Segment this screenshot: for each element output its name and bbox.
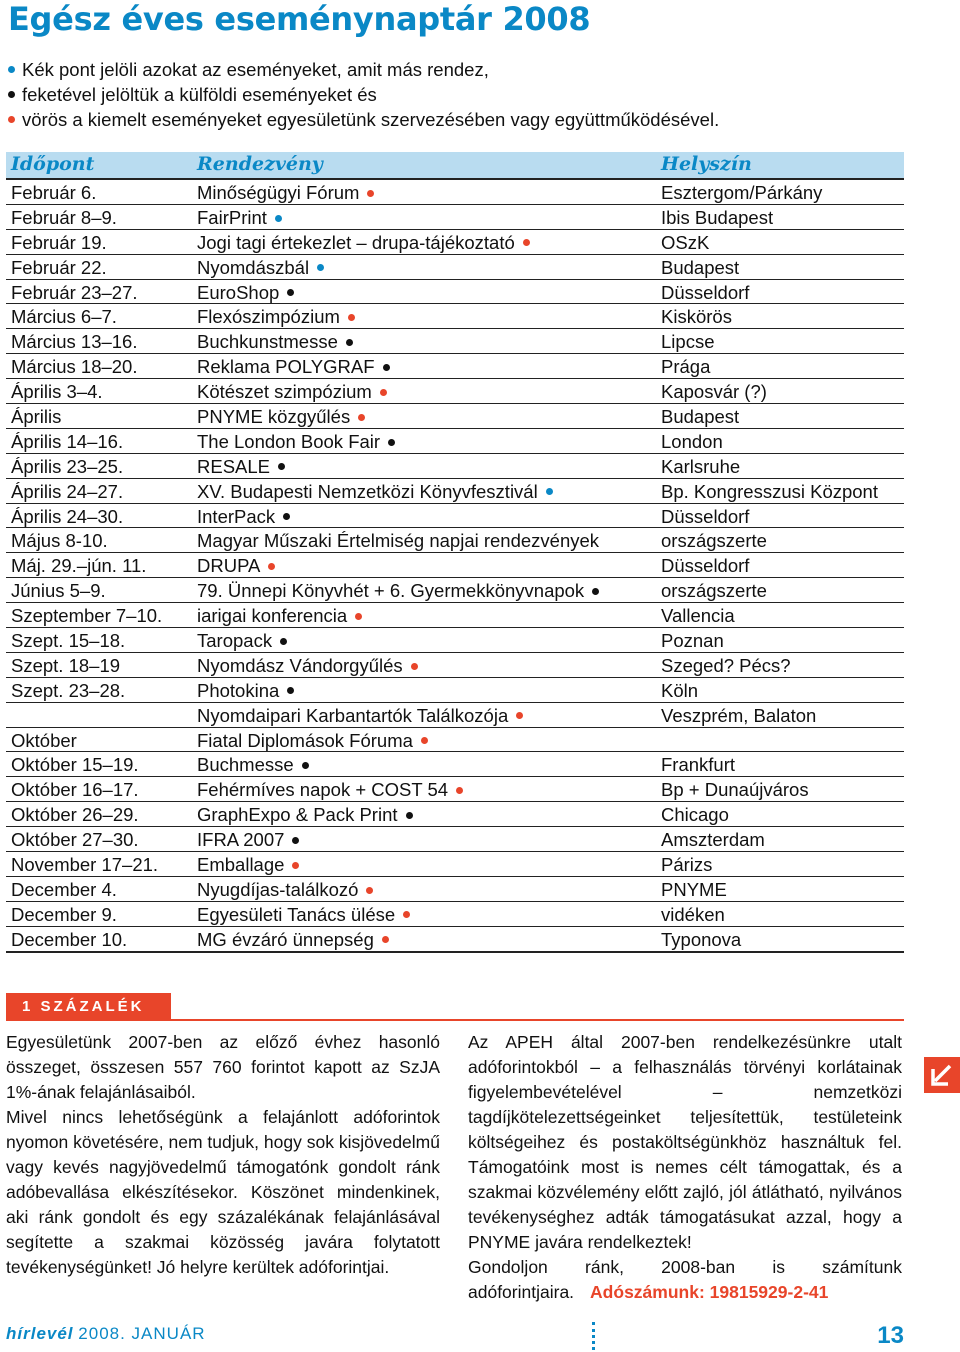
event-date: Április 23–25. bbox=[11, 455, 124, 477]
table-body bbox=[6, 180, 904, 952]
event-date: Március 6–7. bbox=[11, 306, 117, 328]
red-dot-icon bbox=[292, 862, 299, 869]
event-cell bbox=[197, 679, 294, 703]
event-cell bbox=[197, 330, 353, 354]
event-location: OSzK bbox=[661, 231, 710, 253]
event-name: The London Book Fair bbox=[197, 430, 381, 452]
right-column bbox=[468, 1030, 902, 1305]
event-cell bbox=[197, 181, 374, 205]
red-dot-icon bbox=[523, 239, 530, 246]
event-name: EuroShop bbox=[197, 281, 280, 303]
table-row bbox=[6, 528, 904, 553]
arrow-down-left-icon bbox=[924, 1057, 960, 1093]
black-dot-icon bbox=[302, 762, 309, 769]
event-date: Február 23–27. bbox=[11, 281, 138, 303]
red-dot-icon bbox=[411, 663, 418, 670]
legend-text: vörös a kiemelt eseményeket egyesületünk szervezésében vagy együttműködésével. bbox=[22, 109, 720, 130]
black-dot-icon bbox=[280, 638, 287, 645]
event-date: Március 18–20. bbox=[11, 356, 138, 378]
red-dot-icon bbox=[358, 414, 365, 421]
event-date: Április 24–30. bbox=[11, 505, 124, 527]
event-cell bbox=[197, 654, 418, 678]
event-location: Chicago bbox=[661, 804, 729, 826]
footer bbox=[6, 1322, 904, 1352]
table-row bbox=[6, 379, 904, 404]
event-location: vidéken bbox=[661, 903, 725, 925]
event-cell bbox=[197, 305, 355, 329]
event-name: PNYME közgyűlés bbox=[197, 406, 351, 428]
event-cell bbox=[197, 281, 294, 305]
event-date: Szept. 18–19 bbox=[11, 654, 121, 676]
table-row bbox=[6, 504, 904, 529]
event-name: Fehérmíves napok + COST 54 bbox=[197, 779, 449, 801]
event-location: Esztergom/Párkány bbox=[661, 182, 823, 203]
event-cell bbox=[197, 803, 413, 827]
event-name: Reklama POLYGRAF bbox=[197, 356, 375, 378]
event-date: Szept. 23–28. bbox=[11, 679, 126, 701]
table-row bbox=[6, 852, 904, 877]
event-date: Szeptember 7–10. bbox=[11, 605, 163, 627]
event-name: Buchmesse bbox=[197, 754, 294, 776]
table-row bbox=[6, 728, 904, 753]
black-dot-icon bbox=[346, 339, 353, 346]
event-cell bbox=[197, 455, 285, 479]
red-dot-icon bbox=[367, 190, 374, 197]
event-date: Április 14–16. bbox=[11, 430, 124, 452]
event-date: Október 15–19. bbox=[11, 754, 139, 776]
table-row bbox=[6, 553, 904, 578]
legend-item-black bbox=[8, 82, 719, 107]
black-dot-icon bbox=[383, 364, 390, 371]
event-location: Prága bbox=[661, 356, 711, 378]
event-name: iarigai konferencia bbox=[197, 605, 348, 627]
event-name: Minőségügyi Fórum bbox=[197, 182, 360, 203]
paragraph: Mivel nincs lehetőségünk a felajánlott adóforintok nyomon követésére, nem tudjuk, hogy sok kisjövedelmű vagy kevés nagyjövedelmű támogatónk gondolt ránk adóbevallása elkészítésekor. Köszönet mindenkinek, aki ránk gondolt és egy százalékának felajánlásával segítette a szakmai közösség javára folytatott tevékenységünket! Jó helyre kerültek adóforintjai. bbox=[6, 1107, 440, 1277]
black-dot-icon bbox=[406, 812, 413, 819]
event-cell bbox=[197, 853, 299, 877]
event-location: Kaposvár (?) bbox=[661, 381, 767, 403]
header-event: Rendezvény bbox=[197, 153, 323, 175]
event-date: Február 6. bbox=[11, 182, 97, 203]
event-location: Typonova bbox=[661, 928, 742, 950]
event-cell bbox=[197, 505, 290, 529]
table-row bbox=[6, 653, 904, 678]
blue-dot-icon bbox=[317, 264, 324, 271]
event-date: Április 24–27. bbox=[11, 480, 124, 502]
event-cell bbox=[197, 231, 530, 255]
event-date: Október 27–30. bbox=[11, 829, 139, 851]
event-date: December 10. bbox=[11, 928, 128, 950]
event-name: Buchkunstmesse bbox=[197, 331, 338, 353]
table-row bbox=[6, 230, 904, 255]
table-row bbox=[6, 180, 904, 205]
event-name: Nyomdász Vándorgyűlés bbox=[197, 654, 403, 676]
event-location: Düsseldorf bbox=[661, 505, 750, 527]
event-date: Október bbox=[11, 729, 77, 751]
event-location: Poznan bbox=[661, 630, 724, 652]
event-date: December 4. bbox=[11, 878, 117, 900]
event-location: országszerte bbox=[661, 530, 767, 552]
event-name: Fiatal Diplomások Fóruma bbox=[197, 729, 413, 751]
paragraph: Egyesületünk 2007-ben az előző évhez hasonló összeget, összesen 557 760 forintot kapott az SzJA 1%-ának felajánlásaiból. bbox=[6, 1032, 440, 1102]
event-cell bbox=[197, 405, 365, 429]
event-location: Kiskörös bbox=[661, 306, 732, 328]
event-name: Taropack bbox=[197, 630, 273, 652]
red-dot-icon bbox=[268, 563, 275, 570]
event-name: Nyomdaipari Karbantartók Találkozója bbox=[197, 704, 509, 726]
event-cell bbox=[197, 480, 553, 504]
event-date: Október 16–17. bbox=[11, 779, 139, 801]
paragraph: Az APEH által 2007-ben rendelkezésünkre utalt adóforintokból – a felhasználás törvényi korlátainak figyelembevételével – nemzetközi tagdíjkötelezettségeinket teljesítettük, testületeink költségeihez és postaköltségünkhöz használtuk fel. Támogatóink most is nemes célt támogattak, és a szakmai közvélemény előtt zajló, jól átlátható, nyilvános tevékenységhez adták támogatásukat azzal, hogy a PNYME javára rendelkeztek! bbox=[468, 1032, 902, 1252]
legend bbox=[8, 57, 719, 132]
event-cell bbox=[197, 579, 599, 603]
legend-item-red bbox=[8, 107, 719, 132]
event-date: Április bbox=[11, 406, 62, 428]
black-dot-icon bbox=[278, 463, 285, 470]
event-cell bbox=[197, 729, 428, 753]
black-dot-icon bbox=[592, 588, 599, 595]
red-dot-icon bbox=[456, 787, 463, 794]
table-row bbox=[6, 827, 904, 852]
header-date: Időpont bbox=[11, 153, 95, 175]
event-location: Budapest bbox=[661, 406, 740, 428]
table-row bbox=[6, 678, 904, 703]
event-name: Flexószimpózium bbox=[197, 306, 340, 328]
event-name: Nyomdászbál bbox=[197, 256, 310, 278]
event-date: Április 3–4. bbox=[11, 381, 103, 403]
closing-text: Gondoljon ránk, 2008-ban is számítunk adóforintjaira. bbox=[468, 1257, 902, 1302]
event-location: Düsseldorf bbox=[661, 555, 750, 577]
event-location: Vallencia bbox=[661, 605, 735, 627]
legend-item-blue bbox=[8, 57, 719, 82]
event-cell bbox=[197, 256, 324, 280]
closing-paragraph bbox=[468, 1255, 902, 1305]
event-name: Nyugdíjas-találkozó bbox=[197, 878, 359, 900]
masthead bbox=[6, 1324, 206, 1344]
event-location: Ibis Budapest bbox=[661, 206, 774, 228]
red-dot-icon bbox=[366, 887, 373, 894]
table-row bbox=[6, 354, 904, 379]
event-location: Karlsruhe bbox=[661, 455, 741, 477]
red-dot-icon bbox=[348, 314, 355, 321]
black-dot-icon bbox=[8, 91, 15, 98]
page-number: 13 bbox=[877, 1322, 904, 1349]
table-row bbox=[6, 280, 904, 305]
table-row bbox=[6, 404, 904, 429]
event-cell bbox=[197, 629, 287, 653]
event-cell bbox=[197, 928, 389, 952]
red-dot-icon bbox=[403, 911, 410, 918]
table-row bbox=[6, 902, 904, 927]
event-name: DRUPA bbox=[197, 555, 261, 577]
blue-dot-icon bbox=[275, 215, 282, 222]
legend-text: Kék pont jelöli azokat az eseményeket, amit más rendez, bbox=[22, 59, 489, 80]
dotted-separator bbox=[592, 1322, 598, 1350]
page-title: Egész éves eseménynaptár 2008 bbox=[8, 0, 591, 38]
table-row bbox=[6, 479, 904, 504]
table-row bbox=[6, 802, 904, 827]
event-name: Magyar Műszaki Értelmiség napjai rendezvények bbox=[197, 530, 600, 552]
event-date: Február 22. bbox=[11, 256, 107, 278]
blue-dot-icon bbox=[8, 66, 15, 73]
event-location: London bbox=[661, 430, 723, 452]
event-date: Máj. 29.–jún. 11. bbox=[11, 555, 147, 577]
event-date: Február 8–9. bbox=[11, 206, 117, 228]
event-date: Szept. 15–18. bbox=[11, 630, 126, 652]
event-name: MG évzáró ünnepség bbox=[197, 928, 374, 950]
event-name: IFRA 2007 bbox=[197, 829, 285, 851]
event-location: Köln bbox=[661, 679, 699, 701]
table-bottom-rule bbox=[6, 952, 904, 954]
table-row bbox=[6, 255, 904, 280]
black-dot-icon bbox=[292, 837, 299, 844]
table-row bbox=[6, 603, 904, 628]
table-header bbox=[6, 152, 904, 180]
black-dot-icon bbox=[283, 513, 290, 520]
event-location: Párizs bbox=[661, 854, 713, 876]
section-label: 1 SZÁZALÉK bbox=[6, 993, 171, 1020]
event-date: Október 26–29. bbox=[11, 804, 139, 826]
table-row bbox=[6, 777, 904, 802]
event-date: November 17–21. bbox=[11, 854, 159, 876]
event-location: Frankfurt bbox=[661, 754, 736, 776]
event-date: Február 19. bbox=[11, 231, 107, 253]
event-cell bbox=[197, 778, 463, 802]
table-row bbox=[6, 429, 904, 454]
event-location: Veszprém, Balaton bbox=[661, 704, 817, 726]
event-cell bbox=[197, 828, 299, 852]
event-cell bbox=[197, 206, 282, 230]
event-name: InterPack bbox=[197, 505, 276, 527]
black-dot-icon bbox=[287, 687, 294, 694]
red-dot-icon bbox=[8, 116, 15, 123]
event-name: GraphExpo & Pack Print bbox=[197, 804, 398, 826]
event-cell bbox=[197, 430, 395, 454]
event-name: Emballage bbox=[197, 854, 285, 876]
red-dot-icon bbox=[421, 737, 428, 744]
table-row bbox=[6, 454, 904, 479]
event-date: Május 8-10. bbox=[11, 530, 108, 552]
event-cell bbox=[197, 878, 373, 902]
event-cell bbox=[197, 704, 523, 728]
left-column bbox=[6, 1030, 440, 1280]
red-dot-icon bbox=[382, 936, 389, 943]
event-name: RESALE bbox=[197, 455, 271, 477]
brand-name: hírlevél bbox=[6, 1324, 74, 1343]
event-name: Jogi tagi értekezlet – drupa-tájékoztató bbox=[197, 231, 515, 253]
tax-number: Adószámunk: 19815929-2-41 bbox=[590, 1282, 829, 1302]
event-name: XV. Budapesti Nemzetközi Könyvfesztivál bbox=[197, 480, 538, 502]
table-row bbox=[6, 927, 904, 952]
table-row bbox=[6, 304, 904, 329]
event-date: Június 5–9. bbox=[11, 580, 106, 602]
section-rule bbox=[6, 1019, 904, 1021]
red-dot-icon bbox=[355, 613, 362, 620]
black-dot-icon bbox=[388, 439, 395, 446]
table-row bbox=[6, 877, 904, 902]
event-location: PNYME bbox=[661, 878, 727, 900]
red-dot-icon bbox=[380, 389, 387, 396]
event-date: December 9. bbox=[11, 903, 117, 925]
event-name: 79. Ünnepi Könyvhét + 6. Gyermekkönyvnapok bbox=[197, 580, 585, 602]
legend-text: feketével jelöltük a külföldi eseményeket és bbox=[22, 84, 377, 105]
table-row bbox=[6, 578, 904, 603]
event-location: Szeged? Pécs? bbox=[661, 654, 791, 676]
event-name: Kötészet szimpózium bbox=[197, 381, 372, 403]
table-row bbox=[6, 329, 904, 354]
event-cell bbox=[197, 903, 410, 927]
event-name: FairPrint bbox=[197, 206, 267, 228]
event-cell bbox=[197, 604, 362, 628]
event-location: Budapest bbox=[661, 256, 740, 278]
black-dot-icon bbox=[287, 289, 294, 296]
event-location: Bp + Dunaújváros bbox=[661, 779, 809, 801]
event-name: Egyesületi Tanács ülése bbox=[197, 903, 396, 925]
table-row bbox=[6, 703, 904, 728]
blue-dot-icon bbox=[546, 488, 553, 495]
event-location: Düsseldorf bbox=[661, 281, 750, 303]
red-dot-icon bbox=[516, 712, 523, 719]
event-location: Amszterdam bbox=[661, 829, 765, 851]
table-row bbox=[6, 628, 904, 653]
event-location: Lipcse bbox=[661, 331, 715, 353]
event-name: Photokina bbox=[197, 679, 280, 701]
header-location: Helyszín bbox=[661, 153, 752, 175]
issue-date: 2008. JANUÁR bbox=[78, 1324, 206, 1343]
event-cell bbox=[197, 529, 599, 553]
table-row bbox=[6, 752, 904, 777]
event-location: Bp. Kongresszusi Központ bbox=[661, 480, 878, 502]
event-cell bbox=[197, 554, 275, 578]
event-table bbox=[6, 152, 904, 953]
event-cell bbox=[197, 355, 390, 379]
event-cell bbox=[197, 753, 309, 777]
event-date: Március 13–16. bbox=[11, 331, 138, 353]
table-row bbox=[6, 205, 904, 230]
event-location: országszerte bbox=[661, 580, 767, 602]
event-cell bbox=[197, 380, 387, 404]
